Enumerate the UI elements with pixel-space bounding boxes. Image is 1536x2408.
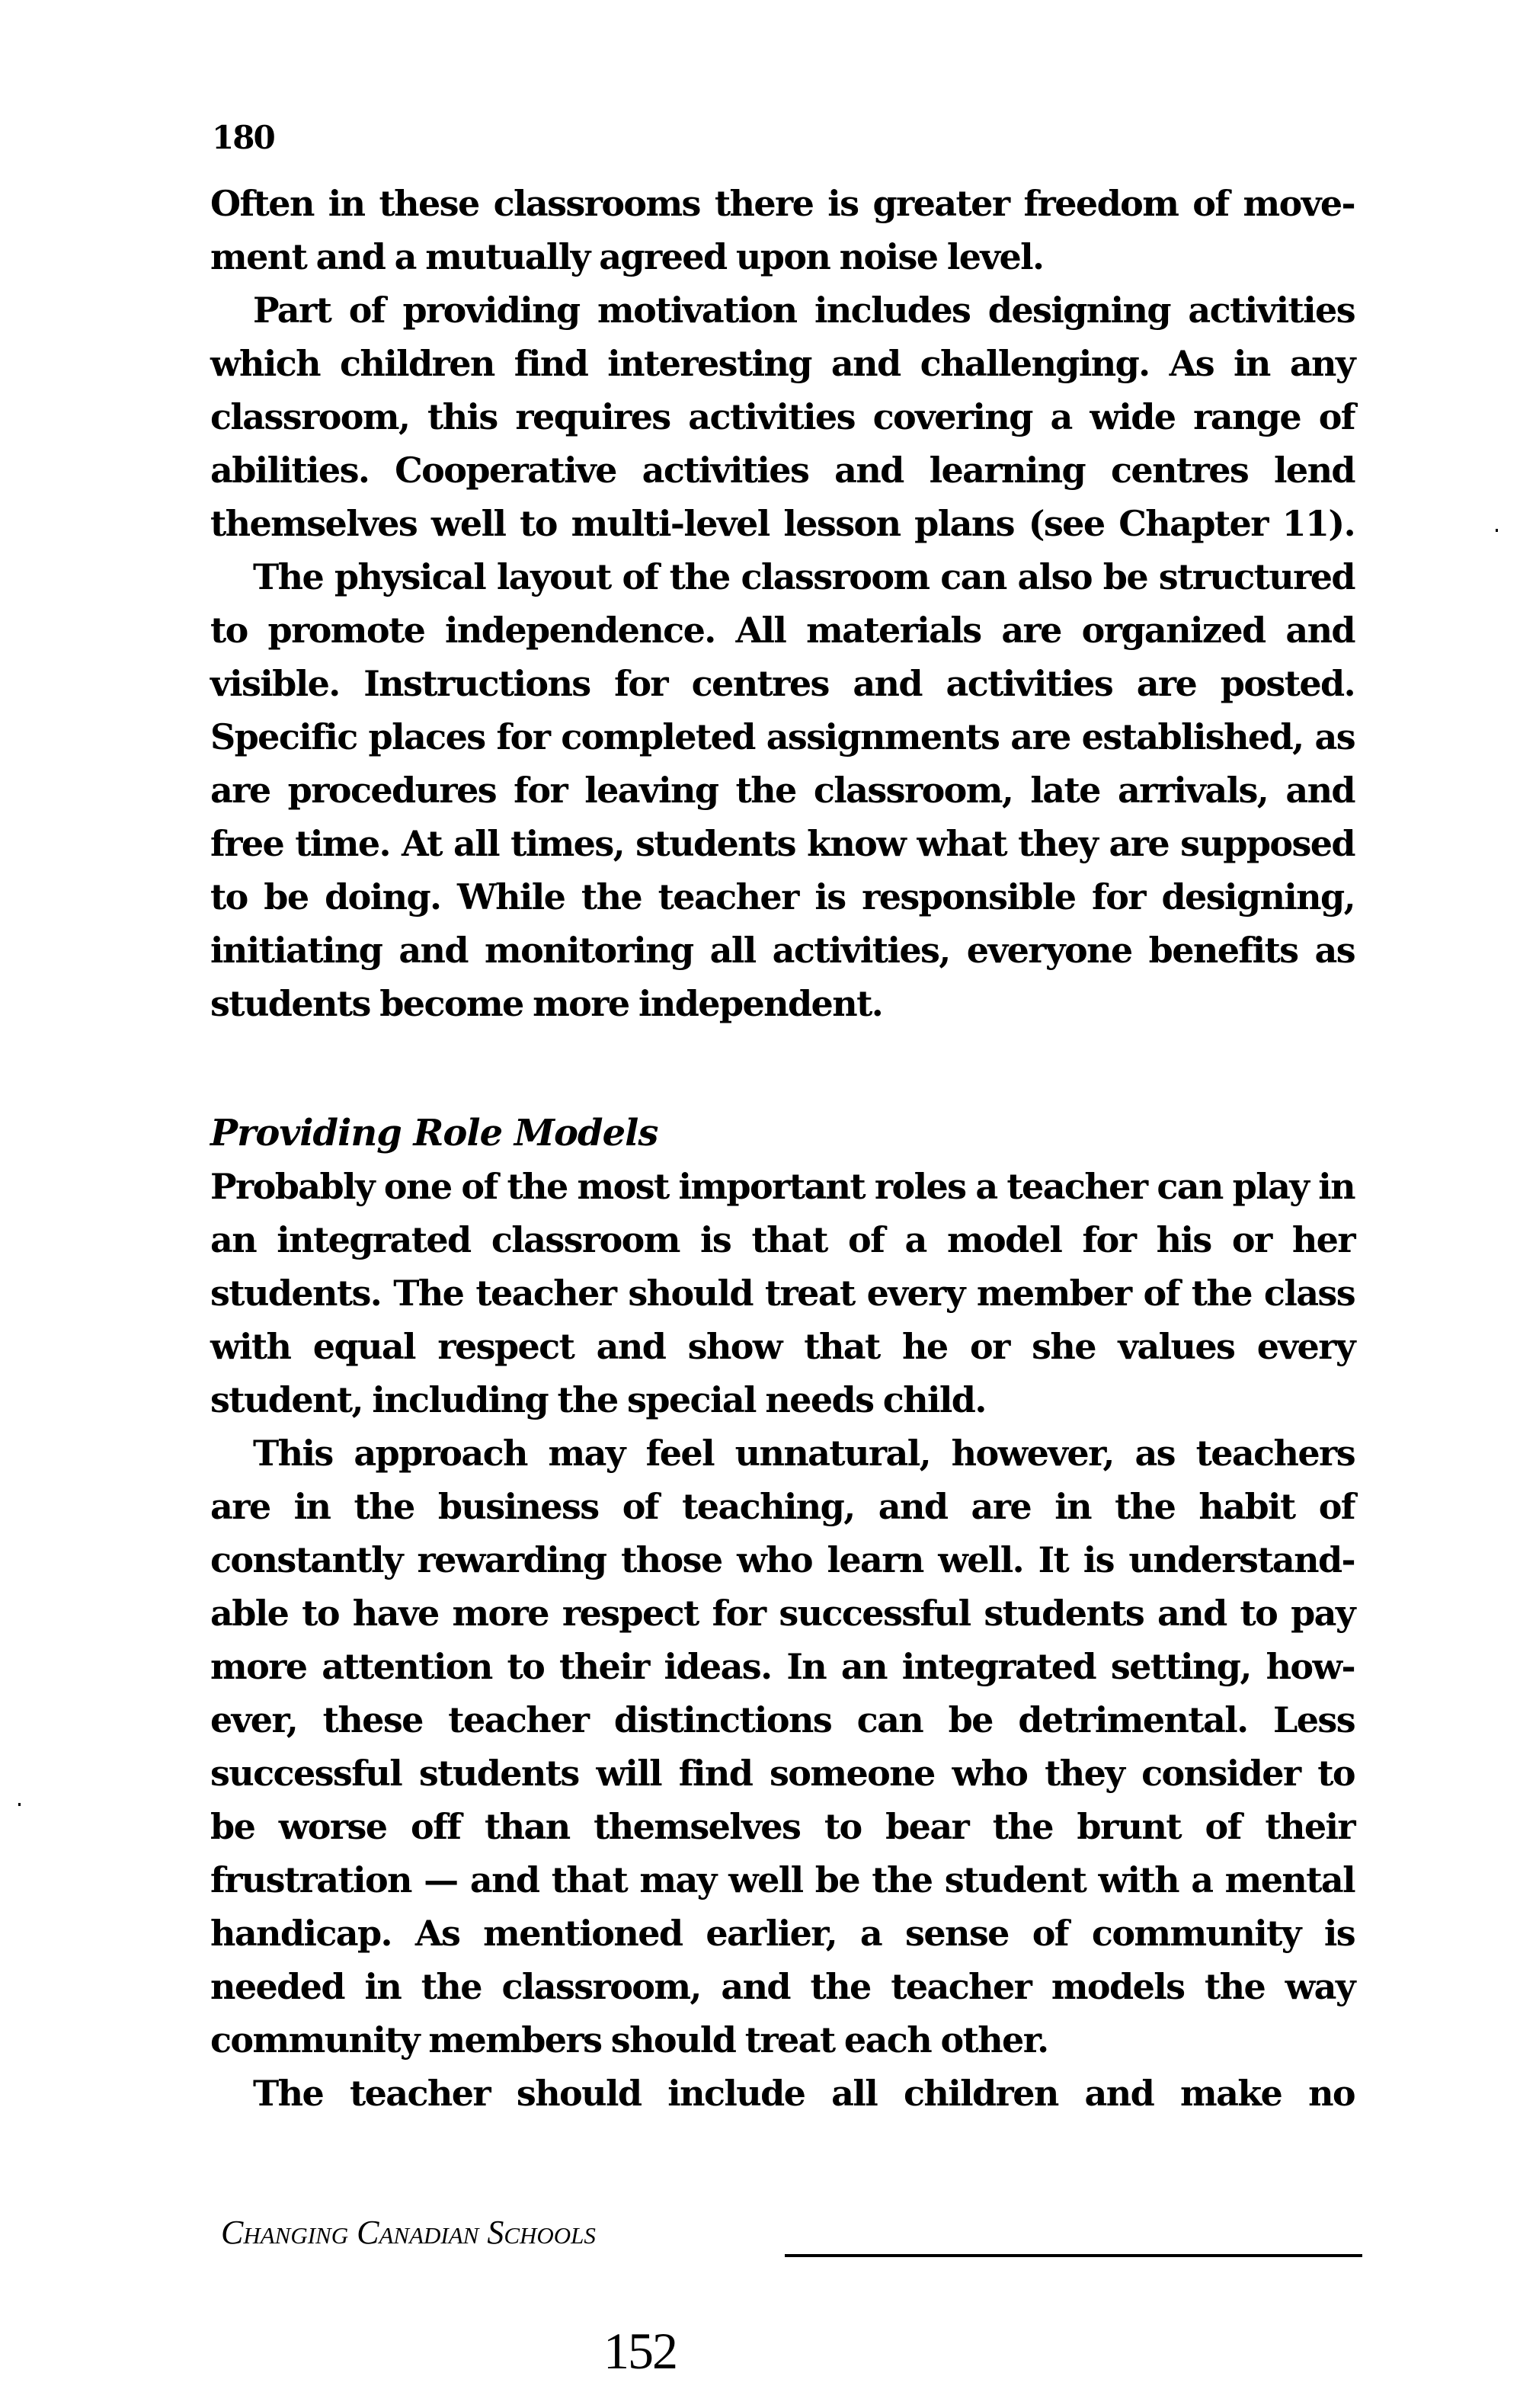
text-line: needed in the classroom, and the teacher models the way — [210, 1966, 1355, 2007]
text-line: be worse off than themselves to bear the brunt of their — [210, 1806, 1355, 1847]
text-line: initiating and monitoring all activities, everyone benefits as — [210, 930, 1355, 971]
text-line: free time. At all times, students know what they are supposed — [210, 823, 1355, 864]
text-line: an integrated classroom is that of a model for his or her — [210, 1219, 1355, 1260]
paragraph-start-line: The physical layout of the classroom can also be structured — [253, 556, 1355, 597]
text-line: community members should treat each other. — [210, 2019, 1048, 2061]
text-line: to be doing. While the teacher is responsible for designing, — [210, 876, 1355, 917]
text-line: to promote independence. All materials are organized and — [210, 610, 1355, 651]
text-line: themselves well to multi-level lesson plans (see Chapter 11). — [210, 503, 1355, 544]
paragraph-start-line: Part of providing motivation includes designing activities — [253, 290, 1355, 331]
footer-folio: 152 — [603, 2322, 677, 2380]
text-line: ment and a mutually agreed upon noise level. — [210, 236, 1044, 277]
text-line: with equal respect and show that he or she values every — [210, 1326, 1355, 1367]
text-line: student, including the special needs child. — [210, 1379, 986, 1420]
text-line: are procedures for leaving the classroom, late arrivals, and — [210, 770, 1355, 811]
text-line: Probably one of the most important roles a teacher can play in — [210, 1166, 1355, 1207]
text-line: constantly rewarding those who learn well. It is understand- — [210, 1539, 1355, 1580]
body-text-block-2 — [210, 1160, 1355, 2120]
text-line: are in the business of teaching, and are in the habit of — [210, 1486, 1355, 1527]
paragraph-start-line: This approach may feel unnatural, however, as teachers — [253, 1433, 1355, 1474]
scan-speck — [1496, 529, 1498, 532]
header-page-number: 180 — [212, 119, 274, 156]
text-line: handicap. As mentioned earlier, a sense of community is — [210, 1913, 1355, 1954]
text-line: which children find interesting and challenging. As in any — [210, 343, 1355, 384]
text-line: Often in these classrooms there is greater freedom of move- — [210, 183, 1355, 224]
text-line: visible. Instructions for centres and activities are posted. — [210, 663, 1355, 704]
text-line: Specific places for completed assignments are established, as — [210, 716, 1355, 757]
footer-rule — [785, 2254, 1362, 2257]
text-line: students become more independent. — [210, 983, 883, 1024]
scan-speck — [18, 1803, 21, 1806]
text-line: able to have more respect for successful students and to pay — [210, 1593, 1355, 1634]
text-line: students. The teacher should treat every member of the class — [210, 1273, 1355, 1314]
text-line: frustration — and that may well be the student with a mental — [210, 1859, 1355, 1900]
footer-running-title: Changing Canadian Schools — [221, 2214, 596, 2251]
text-line: ever, these teacher distinctions can be detrimental. Less — [210, 1699, 1355, 1740]
body-text-block-1 — [210, 177, 1355, 1030]
paragraph-start-line: The teacher should include all children and make no — [253, 2073, 1355, 2114]
text-line: more attention to their ideas. In an integrated setting, how- — [210, 1646, 1355, 1687]
section-heading: Providing Role Models — [210, 1112, 658, 1154]
text-line: successful students will find someone who they consider to — [210, 1753, 1355, 1794]
text-line: abilities. Cooperative activities and learning centres lend — [210, 450, 1355, 491]
text-line: classroom, this requires activities covering a wide range of — [210, 396, 1355, 437]
